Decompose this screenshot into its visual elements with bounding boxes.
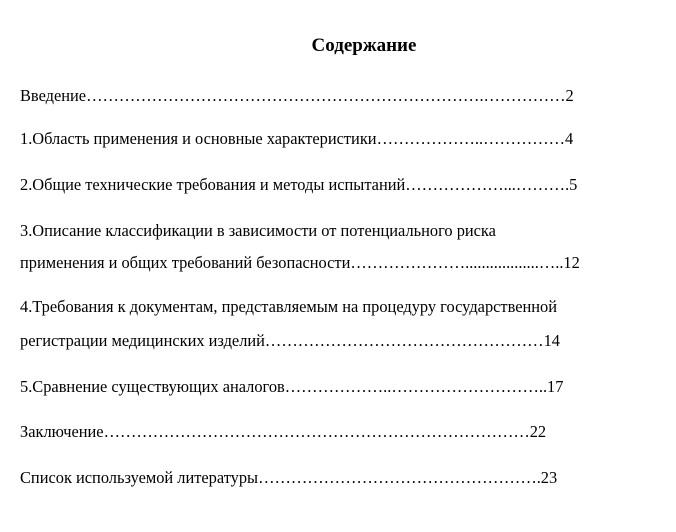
toc-entry-section-5: 5.Сравнение существующих аналогов………………..………………………..17 — [20, 377, 564, 396]
toc-entry-section-3-line-1: 3.Описание классификации в зависимости от потенциального риска — [20, 221, 496, 240]
toc-entry-section-3-line-2: применения и общих требований безопасности…………………..................…..12 — [20, 253, 580, 272]
toc-entry-section-1: 1.Область применения и основные характеристики………………..……………4 — [20, 129, 574, 148]
toc-entry-introduction: Введение……………………………………………………………….……………2 — [20, 86, 574, 105]
toc-entry-references: Список используемой литературы…………………………………………….23 — [20, 468, 558, 487]
toc-entry-section-4-line-1: 4.Требования к документам, представляемым на процедуру государственной — [20, 297, 557, 316]
page-title: Содержание — [311, 35, 417, 56]
toc-entry-section-2: 2.Общие технические требования и методы испытаний………………...……….5 — [20, 175, 578, 194]
toc-entry-section-4-line-2: регистрации медицинских изделий……………………………………………14 — [20, 331, 560, 350]
toc-entry-conclusion: Заключение……………………………………………………………………22 — [20, 422, 547, 441]
